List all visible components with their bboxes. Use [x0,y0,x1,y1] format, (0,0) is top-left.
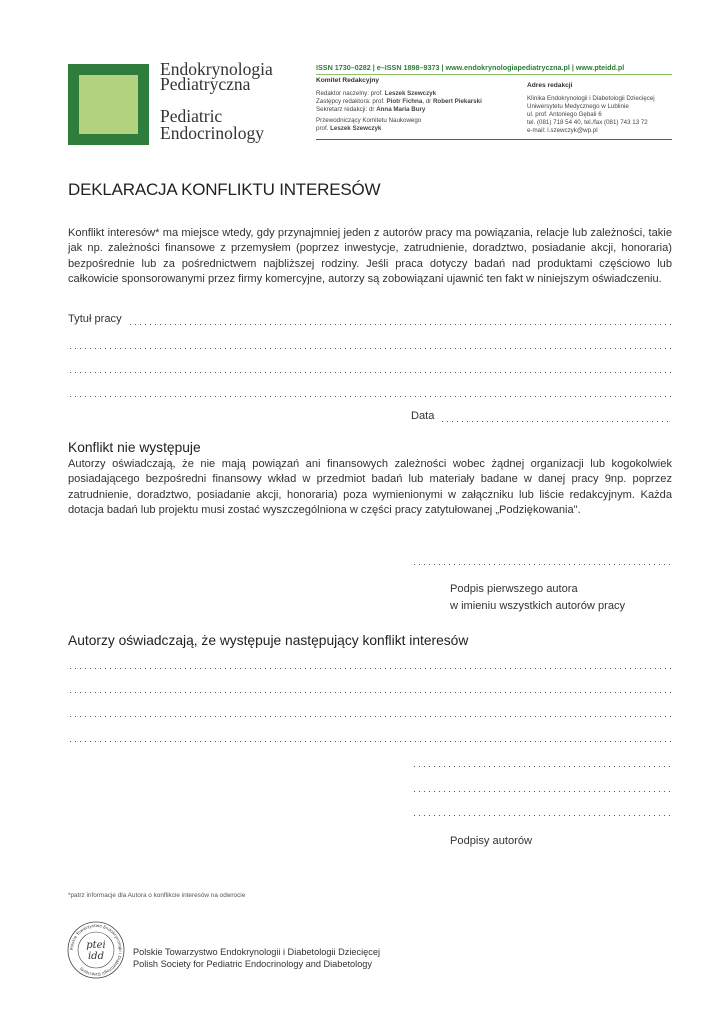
journal-logo [68,64,149,145]
title-of-work-label: Tytuł pracy [68,313,122,325]
society-name-en: Polish Society for Pediatric Endocrinology and Diabetology [133,959,373,969]
author-signature-field[interactable] [412,791,672,792]
intro-paragraph: Konflikt interesów* ma miejsce wtedy, gdy przynajmniej jeden z autorów pracy ma powiązania, relacje lub zależności, takie jak np. zależności finansowe z przemysłem (poprzez inwestycje, zatrudnienie, doradztwo, posiadanie akcji, honoraria) bezpośrednie lub za pośrednictwem najbliższej rodziny. Jeśli praca dotyczy badań nad produktami częściowo lub całkowicie sponsorowanymi przez firmy komercyjne, autorzy są zobowiązani ujawnić ten fakt w niniejszym oświadczeniu. [68,227,672,286]
title-of-work-field[interactable] [128,324,672,325]
address-line: tel. (081) 718 54 40, tel./fax (081) 743 13 72 [527,119,648,126]
conflict-description-field[interactable] [68,668,672,669]
header-rule-top [316,74,672,75]
logo-inner-square [79,75,138,134]
document-title: DEKLARACJA KONFLIKTU INTERESÓW [68,180,381,199]
no-conflict-heading: Konflikt nie występuje [68,440,201,455]
journal-title-pl: Endokrynologia Pediatryczna [160,59,273,94]
chair-role: Przewodniczący Komitetu Naukowego [316,117,422,124]
first-author-signature-field[interactable] [412,564,672,565]
address-line: ul. prof. Antoniego Gębali 6 [527,111,602,118]
secretary-line: Sekretarz redakcji: dr Anna Maria Bury [316,106,426,113]
author-signature-field[interactable] [412,766,672,767]
editorial-address [527,82,677,135]
title-of-work-field[interactable] [68,348,672,349]
journal-title-en: Pediatric Endocrinology [160,106,265,143]
title-of-work-field[interactable] [68,372,672,373]
editor-line: Redaktor naczelny: prof. Leszek Szewczyk [316,90,437,97]
footnote: *patrz informacje dla Autora o konflikcie interesów na odwrocie [68,892,246,899]
committee-heading: Komitet Redakcyjny [316,77,380,84]
title-of-work-field[interactable] [68,396,672,397]
editorial-committee [316,77,521,133]
address-email[interactable]: e-mail: l.szewczyk@wp.pl [527,127,598,134]
author-signature-field[interactable] [412,815,672,816]
seal-center-bottom: idd [87,951,105,962]
address-line: Klinika Endokrynologii i Diabetologii Dziecięcej [527,95,655,102]
no-conflict-paragraph: Autorzy oświadczają, że nie mają powiązań ani finansowych zależności wobec żądnej organizacji lub kogokolwiek posiadającego bezpośredni finansowy wkład w przedmiot badań lub materiały badane w danej pracy 9np. poprzez zatrudnienie, doradztwo, posiadanie akcji, honoraria) poza wymienionymi w załączniku lub liście redakcyjnym. Każda dotacja badań lub projektu musi zostać wyszczególniona w części pracy zatytułowanej „Podziękowania". [68,458,672,517]
society-seal-icon [66,920,126,980]
conflict-description-field[interactable] [68,716,672,717]
conflict-heading: Autorzy oświadczają, że występuje następujący konflikt interesów [68,633,469,648]
address-heading: Adres redakcji [527,82,573,89]
first-author-signature-label: w imieniu wszystkich autorów pracy [450,600,626,612]
deputy-line: Zastępcy redaktora: prof. Piotr Fichna, dr Robert Piekarski [316,98,482,105]
seal-ring-text: Polskie Towarzystwo Endokrynologii i Diabetologii Dziecięcej [68,922,124,978]
issn-line: ISSN 1730–0282 | e–ISSN 1898–9373 | www.endokrynologiapediatryczna.pl | www.pteidd.pl [316,63,625,72]
society-name-pl: Polskie Towarzystwo Endokrynologii i Diabetologii Dziecięcej [133,947,380,957]
conflict-description-field[interactable] [68,741,672,742]
date-label: Data [411,410,435,422]
date-field[interactable] [440,421,672,422]
first-author-signature-label: Podpis pierwszego autora [450,583,578,595]
authors-signatures-label: Podpisy autorów [450,835,533,847]
conflict-description-field[interactable] [68,692,672,693]
address-line: Uniwersytetu Medycznego w Lublinie [527,103,629,110]
seal-center-top: ptei [86,940,106,951]
society-name [133,946,380,970]
header-rule-bottom [316,139,672,140]
chair-line: prof. Leszek Szewczyk [316,125,382,132]
